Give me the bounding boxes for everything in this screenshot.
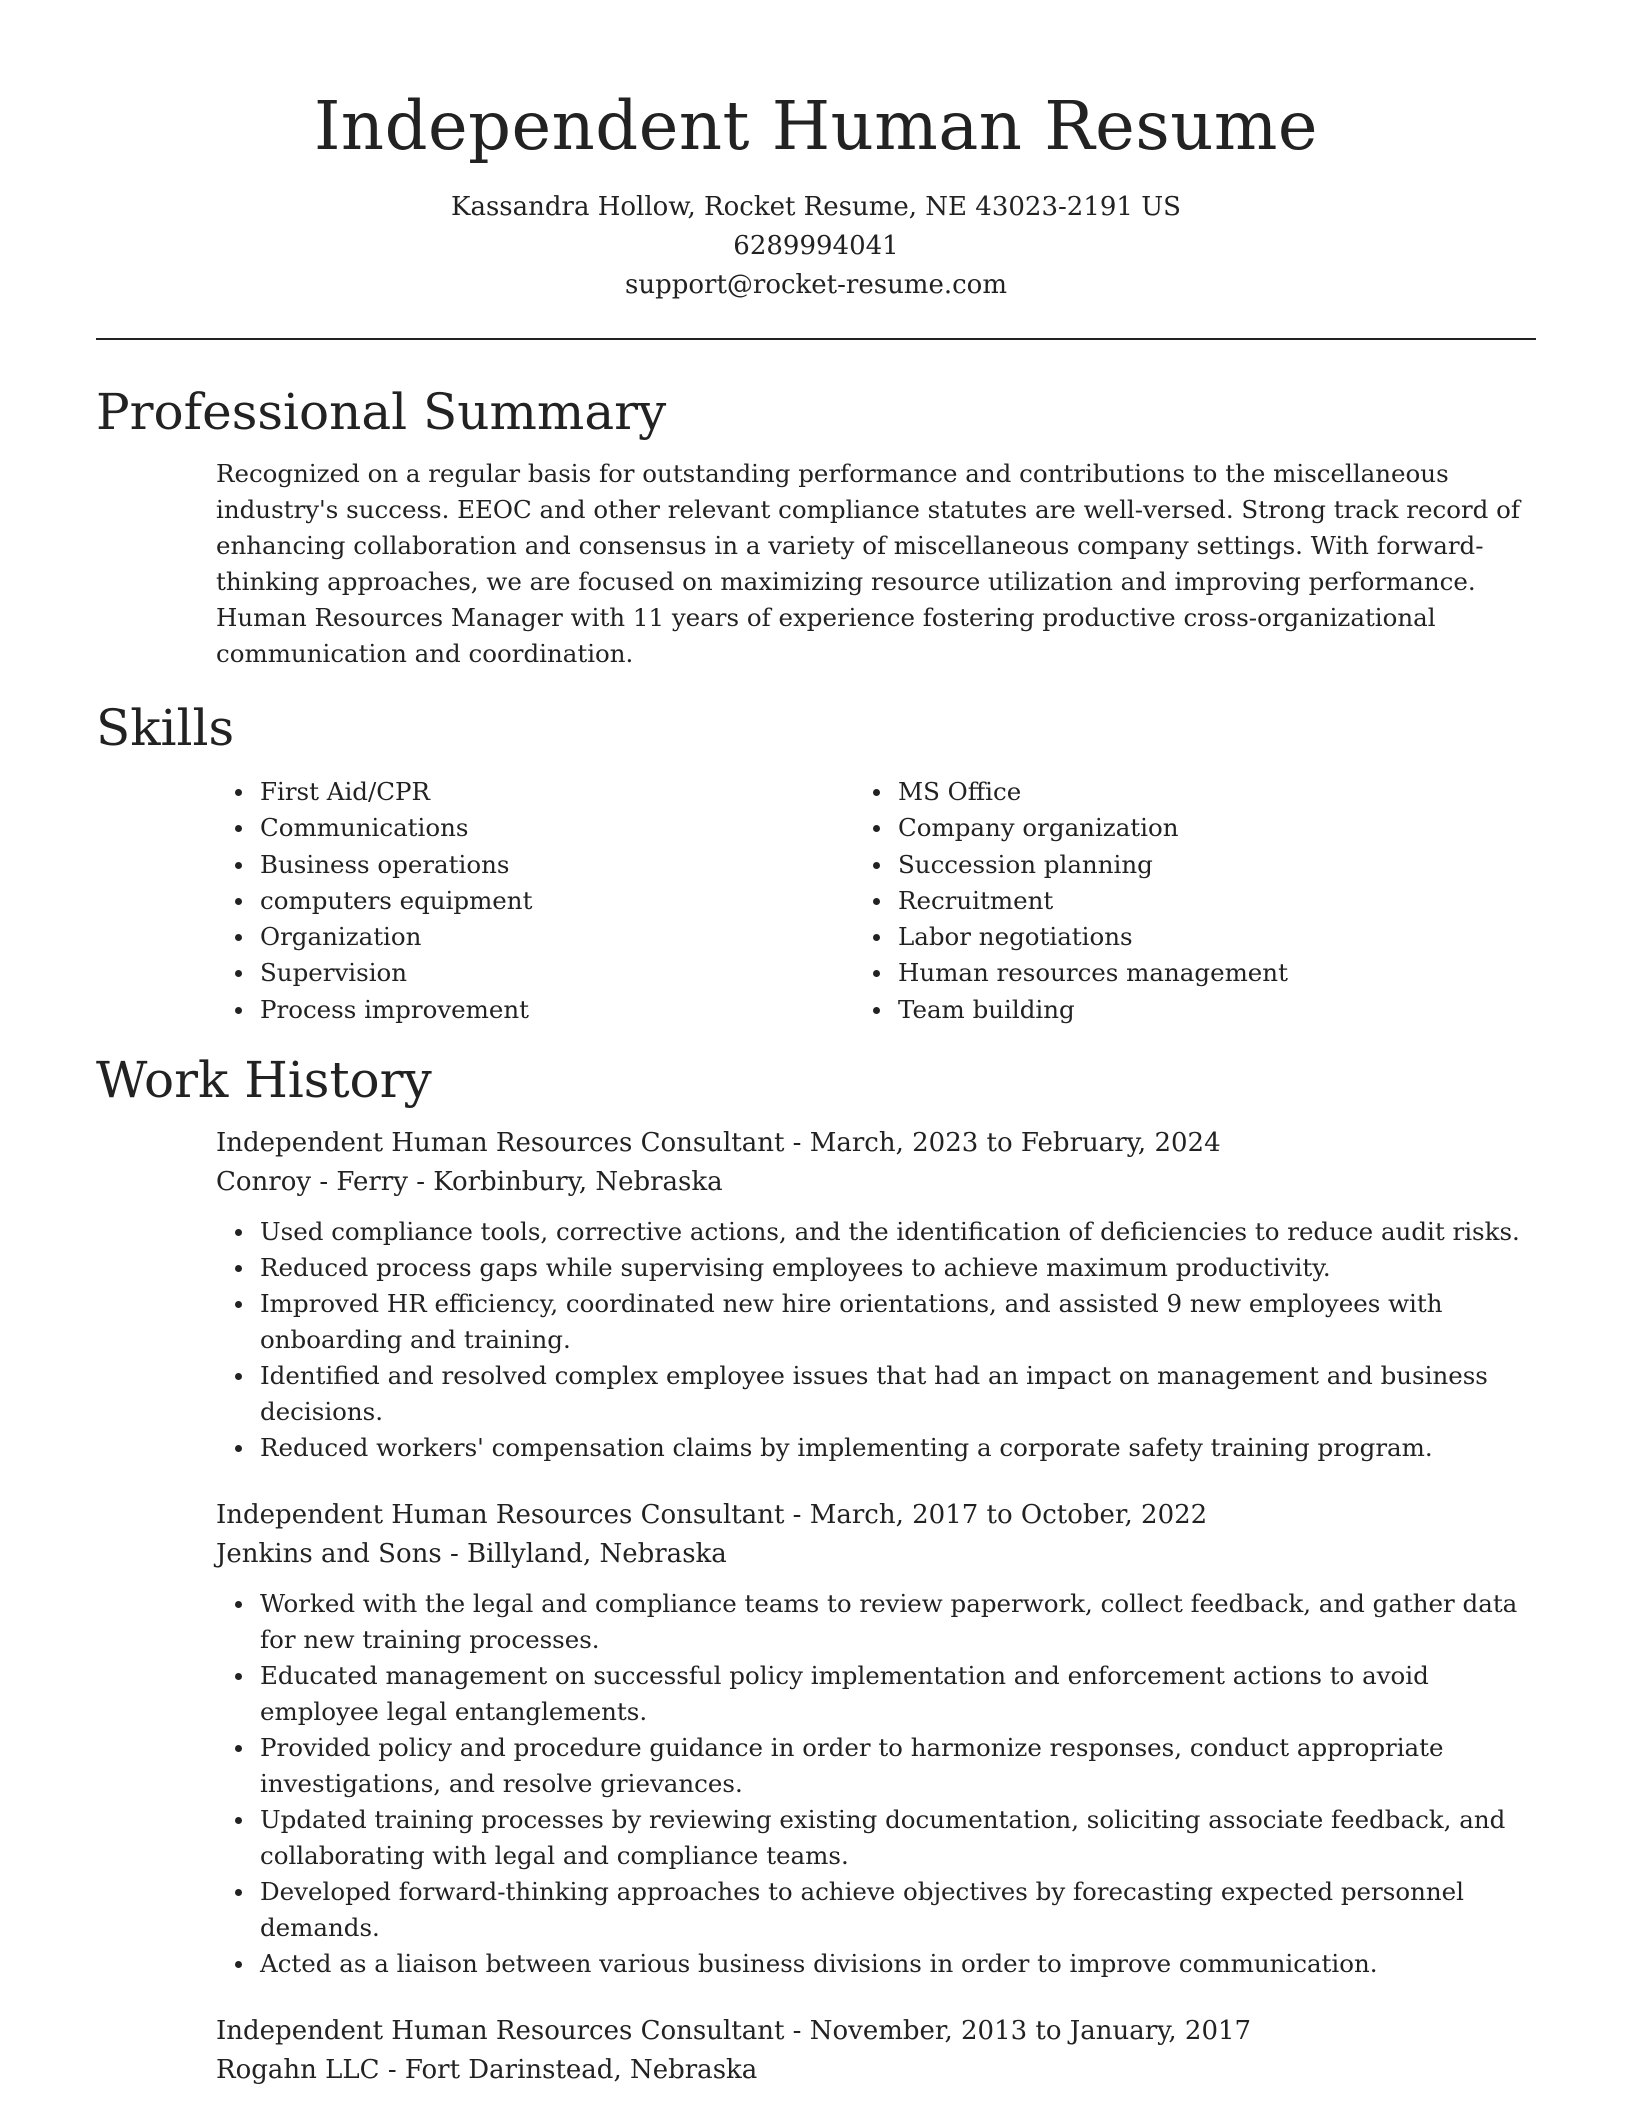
contact-phone: 6289994041 (733, 231, 899, 261)
job-entry (216, 1496, 1536, 1982)
job-entry (216, 2012, 1536, 2090)
skills-heading: Skills (96, 699, 235, 757)
contact-address: Kassandra Hollow, Rocket Resume, NE 43023-2191 US (451, 192, 1181, 222)
work-history-heading: Work History (96, 1051, 432, 1110)
job-company-line (216, 2051, 1536, 2090)
job-company: Jenkins and Sons (216, 1539, 442, 1570)
summary-heading: Professional Summary (96, 383, 667, 441)
job-title-line (216, 2012, 1536, 2051)
job-duty: Updated training processes by reviewing existing documentation, soliciting associate feedback, and collaborating with legal and compliance teams. (260, 1802, 1550, 1874)
skill-item: Labor negotiations (898, 919, 1536, 955)
job-duty: Worked with the legal and compliance teams to review paperwork, collect feedback, and gather data for new training processes. (260, 1586, 1550, 1658)
job-duty: Identified and resolved complex employee issues that had an impact on management and business decisions. (260, 1358, 1550, 1430)
job-dates: - March, 2023 to February, 2024 (784, 1128, 1221, 1159)
job-location: - Korbinbury, Nebraska (407, 1167, 723, 1198)
job-duty: Reduced process gaps while supervising employees to achieve maximum productivity. (260, 1250, 1550, 1286)
job-company-line (216, 1163, 1536, 1202)
job-dates: - November, 2013 to January, 2017 (784, 2016, 1252, 2047)
skill-item: Human resources management (898, 955, 1536, 991)
job-role: Independent Human Resources Consultant (216, 1128, 785, 1159)
job-role: Independent Human Resources Consultant (216, 2016, 785, 2047)
job-company: Rogahn LLC (216, 2055, 380, 2086)
header-divider (96, 338, 1536, 340)
resume-header (96, 0, 1536, 305)
skill-item: Supervision (260, 955, 898, 991)
job-company: Conroy - Ferry (216, 1167, 408, 1198)
job-company-line (216, 1535, 1536, 1574)
skill-item: computers equipment (260, 883, 898, 919)
job-duty: Developed forward-thinking approaches to achieve objectives by forecasting expected personnel demands. (260, 1874, 1550, 1946)
job-duties (216, 1586, 1550, 1982)
summary-text: Recognized on a regular basis for outstanding performance and contributions to the miscellaneous industry's success. EEOC and other relevant compliance statutes are well-versed. Strong track record of enhancing collaboration and consensus in a variety of miscellaneous company settings. With forward-thinking approaches, we are focused on maximizing resource utilization and improving performance. Human Resources Manager with 11 years of experience fostering productive cross-organizational communication and coordination. (216, 459, 1520, 668)
skill-item: Communications (260, 810, 898, 846)
job-location: - Billyland, Nebraska (441, 1539, 727, 1570)
job-duty: Improved HR efficiency, coordinated new hire orientations, and assisted 9 new employees with onboarding and training. (260, 1286, 1550, 1358)
skill-item: Recruitment (898, 883, 1536, 919)
contact-email: support@rocket-resume.com (624, 270, 1007, 300)
skill-item: First Aid/CPR (260, 774, 898, 810)
skills-list (260, 774, 1536, 1028)
job-duty: Reduced workers' compensation claims by implementing a corporate safety training program. (260, 1430, 1550, 1466)
job-role: Independent Human Resources Consultant (216, 1500, 785, 1531)
job-title-line (216, 1496, 1536, 1535)
skill-item: Organization (260, 919, 898, 955)
skill-item: Process improvement (260, 992, 898, 1028)
skill-item: MS Office (898, 774, 1536, 810)
skill-item: Succession planning (898, 847, 1536, 883)
resume-title: Independent Human Resume (313, 87, 1319, 165)
job-duty: Provided policy and procedure guidance in order to harmonize responses, conduct appropriate investigations, and resolve grievances. (260, 1730, 1550, 1802)
job-duty: Used compliance tools, corrective actions, and the identification of deficiencies to reduce audit risks. (260, 1214, 1550, 1250)
skills-column-right (898, 774, 1536, 1028)
job-entry (216, 1124, 1536, 1466)
job-duties (216, 1214, 1550, 1466)
resume-page (96, 0, 1536, 2090)
skill-item: Company organization (898, 810, 1536, 846)
job-location: - Fort Darinstead, Nebraska (379, 2055, 758, 2086)
contact-block (96, 188, 1536, 305)
skill-item: Business operations (260, 847, 898, 883)
skills-column-left (260, 774, 898, 1028)
job-duty: Acted as a liaison between various business divisions in order to improve communication. (260, 1946, 1550, 1982)
job-dates: - March, 2017 to October, 2022 (784, 1500, 1208, 1531)
job-duty: Educated management on successful policy implementation and enforcement actions to avoid employee legal entanglements. (260, 1658, 1550, 1730)
job-title-line (216, 1124, 1536, 1163)
skill-item: Team building (898, 992, 1536, 1028)
